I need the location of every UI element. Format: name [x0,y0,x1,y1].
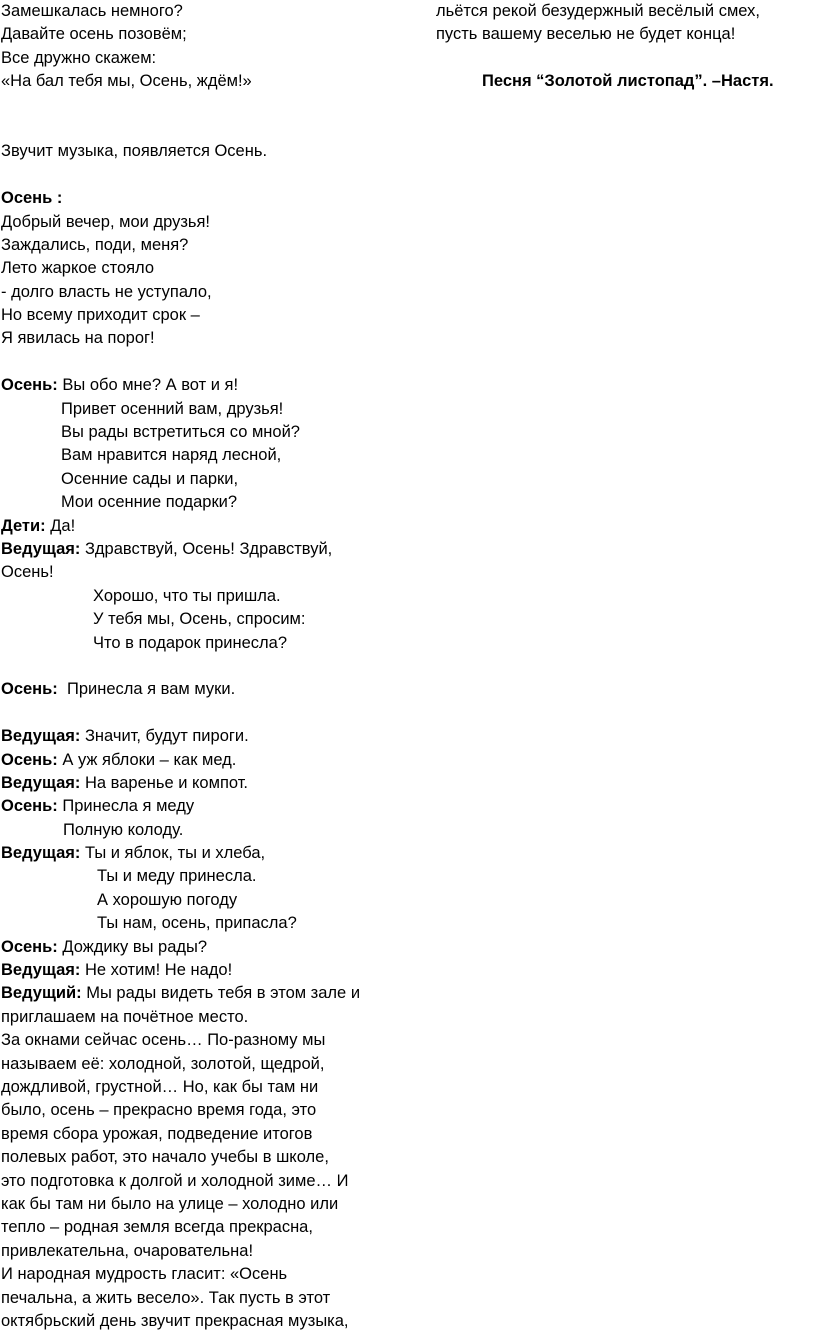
intro-line-2: Давайте осень позовём; [1,25,187,44]
speaker-autumn: Осень : [1,189,63,208]
narration-line: тепло – родная земля всегда прекрасна, [1,1218,313,1237]
intro-line-4: «На бал тебя мы, Осень, ждём!» [1,72,252,91]
verse-line: Вы рады встретиться со мной? [61,423,300,442]
narration-line: привлекательна, очаровательна! [1,1241,254,1260]
verse-line: Вам нравится наряд лесной, [61,446,282,465]
narration-line: приглашаем на почётное место. [1,1007,249,1026]
verse-line: Заждались, поди, меня? [1,235,189,254]
intro-line-3: Все дружно скажем: [1,48,157,67]
narration-line: пусть вашему веселью не будет конца! [436,25,736,44]
dialog-line: Осень: Принесла я вам муки. [1,680,236,699]
dialog-line: Ведущая: Не хотим! Не надо! [1,961,233,980]
narration-line: это подготовка к долгой и холодной зиме… И [1,1171,349,1190]
dialog-line: Осень: А уж яблоки – как мед. [1,750,237,769]
verse-line: Ты и меду принесла. [97,867,257,886]
verse-line: Добрый вечер, мои друзья! [1,212,211,231]
narration-line: октябрьский день звучит прекрасная музыка, [1,1311,349,1330]
right-column [436,0,816,94]
narration-line: полевых работ, это начало учебы в школе, [1,1148,329,1167]
narration-line: как бы там ни было на улице – холодно или [1,1194,339,1213]
verse-line: Лето жаркое стояло [1,259,155,278]
verse-line: Хорошо, что ты пришла. [93,586,281,605]
narration-line: За окнами сейчас осень… По-разному мы [1,1031,326,1050]
stage-direction: Звучит музыка, появляется Осень. [1,142,268,161]
narration-line: дождливой, грустной… Но, как бы там ни [1,1077,319,1096]
song-title: Песня “Золотой листопад”. –Настя. [482,72,774,91]
verse-line: Я явилась на порог! [1,329,155,348]
verse-line: Полную колоду. [63,820,184,839]
narration-line: называем её: холодной, золотой, щедрой, [1,1054,325,1073]
verse-line: Но всему приходит срок – [1,306,200,325]
verse-line: - долго власть не уступало, [1,282,212,301]
dialog-line: Осень: Принесла я меду [1,797,195,816]
narration-line: время сбора урожая, подведение итогов [1,1124,313,1143]
narration-line: И народная мудрость гласит: «Осень [1,1265,288,1284]
verse-line: Мои осенние подарки? [61,493,238,512]
dialog-line: Осень! [1,563,54,582]
intro-line-1: Замешкалась немного? [1,2,183,20]
narration-line: было, осень – прекрасно время года, это [1,1101,317,1120]
verse-line: Что в подарок принесла? [93,633,288,652]
verse-line: Ты нам, осень, припасла? [97,914,297,933]
verse-line: Привет осенний вам, друзья! [61,399,284,418]
dialog-line: Ведущая: Значит, будут пироги. [1,727,249,746]
speaker-autumn: Осень: [1,376,58,395]
narration-line: льётся рекой безудержный весёлый смех, [436,2,760,20]
dialog-line: Осень: Дождику вы рады? [1,937,208,956]
speaker-host: Ведущая: [1,540,81,558]
verse-line: У тебя мы, Осень, спросим: [93,610,306,629]
dialog-line: Осень: Вы обо мне? А вот и я! [1,376,239,395]
dialog-line: Ведущая: Ты и яблок, ты и хлеба, [1,844,266,863]
dialog-line: Дети: Да! [1,516,76,535]
verse-line: А хорошую погоду [97,890,238,909]
verse-line: Осенние сады и парки, [61,469,239,488]
narration-line: печальна, а жить весело». Так пусть в этот [1,1288,331,1307]
dialog-line: Ведущая: На варенье и компот. [1,773,249,792]
left-column [1,0,401,1333]
speaker-autumn: Осень: [1,680,58,699]
dialog-line: Ведущий: Мы рады видеть тебя в этом зале и [1,984,361,1003]
speaker-kids: Дети: [1,516,46,535]
dialog-line: Ведущая: Здравствуй, Осень! Здравствуй, [1,540,333,558]
